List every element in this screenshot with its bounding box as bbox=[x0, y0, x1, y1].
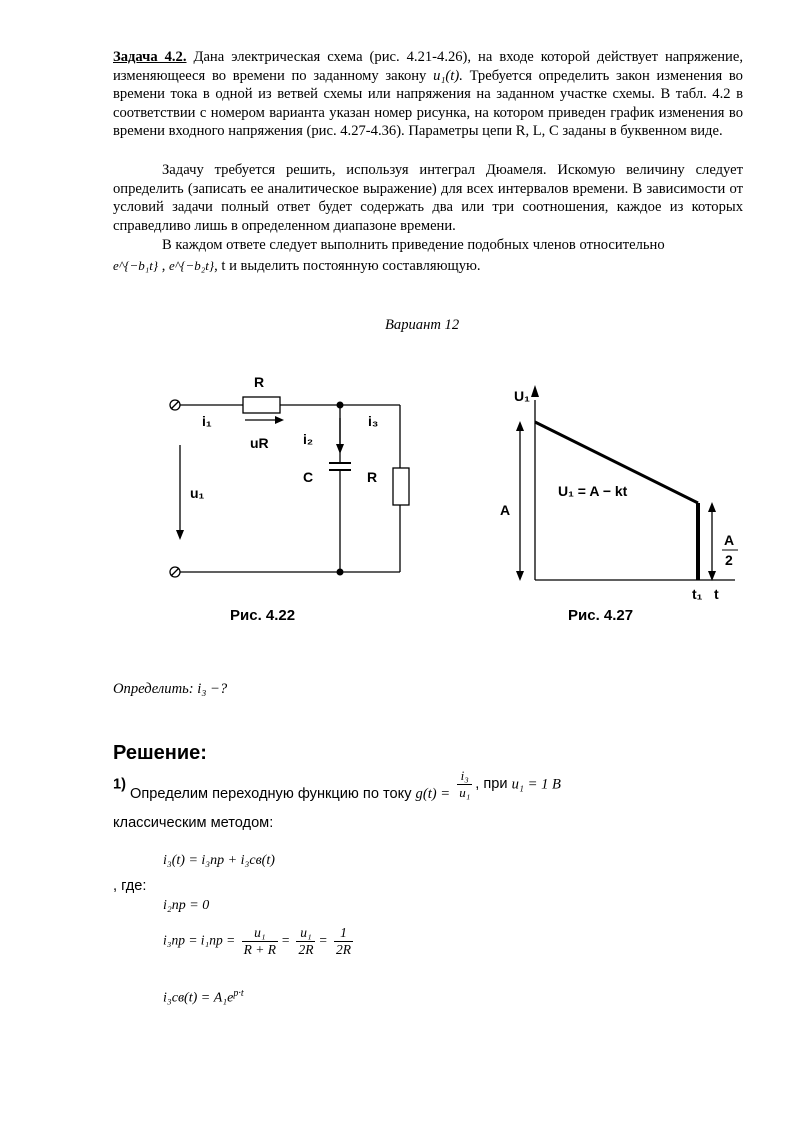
step1-text2: классическим методом: bbox=[113, 815, 274, 831]
graph-caption: Рис. 4.27 bbox=[568, 607, 634, 624]
eq4-exp: p·t bbox=[233, 988, 244, 999]
eq3-f1-num: u₁ bbox=[242, 925, 278, 942]
eq3-f2-den: 2R bbox=[298, 942, 314, 957]
determine-line bbox=[113, 681, 227, 698]
resistor-load bbox=[393, 468, 409, 505]
label-U1: U₁ bbox=[514, 388, 530, 404]
label-t1: t₁ bbox=[692, 586, 703, 602]
eq4-base: i₃св(t) = A₁e bbox=[163, 990, 234, 1006]
eq3-f1-den: R + R bbox=[243, 942, 276, 957]
label-A: A bbox=[500, 502, 511, 518]
resistor-series bbox=[243, 397, 280, 413]
step1-line bbox=[113, 768, 561, 801]
determine-expr: i₃ −? bbox=[197, 681, 228, 697]
label-u1: u₁ bbox=[190, 485, 205, 501]
task-paragraph-3: В каждом ответе следует выполнить приведение подобных членов относительно bbox=[162, 237, 665, 253]
label-C: C bbox=[303, 469, 314, 485]
circuit-diagram bbox=[160, 370, 430, 630]
label-A-half-den: 2 bbox=[725, 552, 733, 568]
variant-label: Вариант 12 bbox=[385, 317, 460, 333]
exp-term-1: e^{−b₁t} bbox=[113, 258, 159, 273]
eq-i3pr: i₃пр = i₁пр = $\frac{\text{u₁}}{R + R}$ = $\frac{\text{u₁}}{2R}$ = $\frac{1}{2R}$ bbox=[163, 925, 351, 957]
determine-label: Определить: bbox=[113, 681, 194, 697]
eq3-f2-num: u₁ bbox=[296, 925, 315, 942]
step1-text: Определим переходную функцию по току bbox=[125, 786, 416, 803]
label-i1: i₁ bbox=[202, 413, 212, 429]
eq3-f3-den: 2R bbox=[335, 942, 351, 957]
label-A-half-num: A bbox=[724, 532, 735, 548]
eq-i2pr: i₂пр = 0 bbox=[163, 898, 210, 913]
task-text: Дана электрическая схема (рис. 4.21-4.26), на входе которой действует напряжение, изменяющееся во времени по заданному закону bbox=[113, 49, 743, 84]
node-bottom bbox=[337, 569, 344, 576]
voltage-graph bbox=[490, 375, 750, 630]
label-R-top: R bbox=[254, 374, 265, 390]
step1-number: 1) bbox=[113, 776, 126, 793]
task-u1: u₁(t). bbox=[433, 67, 463, 84]
label-i2: i₂ bbox=[303, 431, 314, 447]
eq3-lhs: i₃пр = i₁пр = bbox=[163, 932, 236, 948]
step1-cond: , при bbox=[475, 776, 512, 793]
where-text: , где: bbox=[113, 878, 147, 894]
eq-i3: i₃(t) = i₃пр + i₃св(t) bbox=[163, 853, 275, 868]
g-den: u₁ bbox=[459, 785, 471, 800]
label-R-right: R bbox=[367, 469, 378, 485]
task-p3-end: , t и выделить постоянную составляющую. bbox=[214, 258, 481, 274]
g-num: i₃ bbox=[457, 768, 472, 785]
label-t: t bbox=[714, 586, 719, 602]
g-lhs: g(t) = bbox=[415, 786, 451, 803]
step1-u: u₁ = 1 B bbox=[511, 776, 561, 793]
task-paragraph-3b: e^{−b₁t} , e^{−b₂t}, t и выделить постоянную составляющую. bbox=[113, 258, 481, 274]
label-uR: uR bbox=[250, 435, 269, 451]
node-top bbox=[337, 402, 344, 409]
eq3-f3-num: 1 bbox=[334, 925, 353, 942]
task-text-rest: Требуется определить закон изменения во времени тока в одной из ветвей схемы или напряжения на заданном участке схемы. В табл. 4.2 в соответствии с номером варианта указан номер рисунка, на котором приведен график изменения во времени входного напряжения (рис. 4.27-4.36). Параметры цепи R, L, C заданы в буквенном виде. bbox=[113, 67, 743, 140]
task-paragraph-2: Задачу требуется решить, используя интеграл Дюамеля. Искомую величину следует определить (записать ее аналитическое выражение) для всех интервалов времени. В зависимости от условий задачи полный ответ будет содержать два или три соотношения, каждое из которых справедливо лишь в определенном диапазоне времени. bbox=[113, 162, 743, 234]
formula-U1: U₁ = A − kt bbox=[558, 483, 628, 499]
exp-term-2: e^{−b₂t} bbox=[169, 258, 215, 273]
label-i3: i₃ bbox=[368, 413, 379, 429]
task-title: Задача 4.2. bbox=[113, 49, 187, 65]
circuit-caption: Рис. 4.22 bbox=[230, 607, 296, 624]
solution-heading: Решение: bbox=[113, 742, 207, 764]
task-paragraph-1 bbox=[113, 48, 743, 141]
eq-i3sv bbox=[163, 988, 244, 1007]
